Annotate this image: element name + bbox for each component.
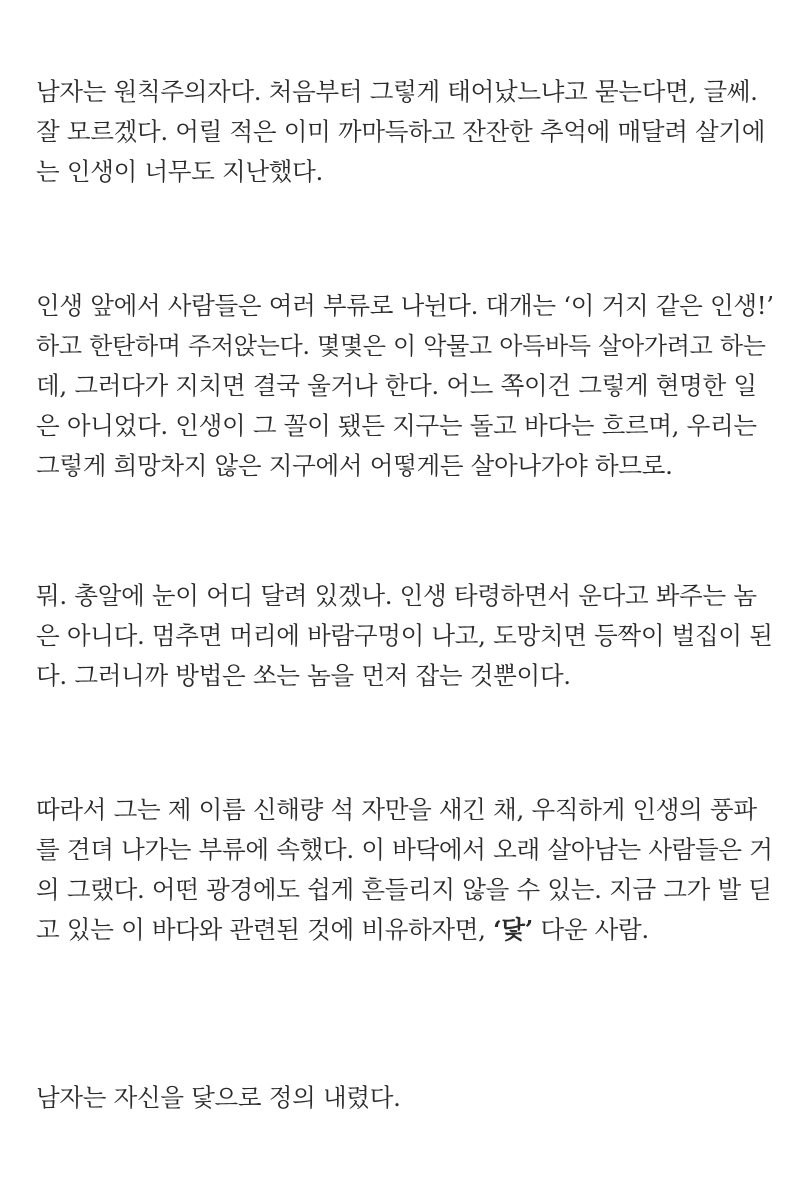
paragraph-5 (36, 1078, 776, 1118)
text-line: 남자는 원칙주의자다. 처음부터 그렇게 태어났느냐고 묻는다면, 글쎄. (36, 77, 758, 106)
text-line: 잘 모르겠다. 어릴 적은 이미 까마득하고 잔잔한 추억에 매달려 살기에 (36, 117, 766, 146)
text-line: 은 아니다. 멈추면 머리에 바람구멍이 나고, 도망치면 등짝이 벌집이 된 (36, 621, 773, 650)
paragraph-4 (36, 790, 776, 950)
text-line: 다. 그러니까 방법은 쏘는 놈을 먼저 잡는 것뿐이다. (36, 661, 571, 690)
text-line: 인생 앞에서 사람들은 여러 부류로 나뉜다. 대개는 ‘이 거지 같은 인생!’ (36, 291, 774, 320)
paragraph-1 (36, 72, 776, 192)
text-line: 의 그랬다. 어떤 광경에도 쉽게 흔들리지 않을 수 있는. 지금 그가 발 딛 (36, 875, 772, 904)
paragraph-3 (36, 576, 776, 696)
emphasis-word: ‘닻’ (493, 915, 533, 944)
text-line: 데, 그러다가 지치면 결국 울거나 한다. 어느 쪽이건 그렇게 현명한 일 (36, 371, 757, 400)
text-line: 는 인생이 너무도 지난했다. (36, 157, 323, 186)
text-line: 를 견뎌 나가는 부류에 속했다. 이 바닥에서 오래 살아남는 사람들은 거 (36, 835, 773, 864)
text-line: 남자는 자신을 닻으로 정의 내렸다. (36, 1083, 401, 1112)
text-segment: 고 있는 이 바다와 관련된 것에 비유하자면, (36, 915, 494, 944)
text-segment: 다운 사람. (532, 915, 649, 944)
text-line: 은 아니었다. 인생이 그 꼴이 됐든 지구는 돌고 바다는 흐르며, 우리는 (36, 411, 757, 440)
text-line-last (36, 910, 776, 950)
text-line: 따라서 그는 제 이름 신해량 석 자만을 새긴 채, 우직하게 인생의 풍파 (36, 795, 757, 824)
text-line: 뭐. 총알에 눈이 어디 달려 있겠나. 인생 타령하면서 운다고 봐주는 놈 (36, 581, 757, 610)
paragraph-2 (36, 286, 776, 486)
text-line: 그렇게 희망차지 않은 지구에서 어떻게든 살아나가야 하므로. (36, 451, 673, 480)
text-line: 하고 한탄하며 주저앉는다. 몇몇은 이 악물고 아득바득 살아가려고 하는 (36, 332, 766, 360)
